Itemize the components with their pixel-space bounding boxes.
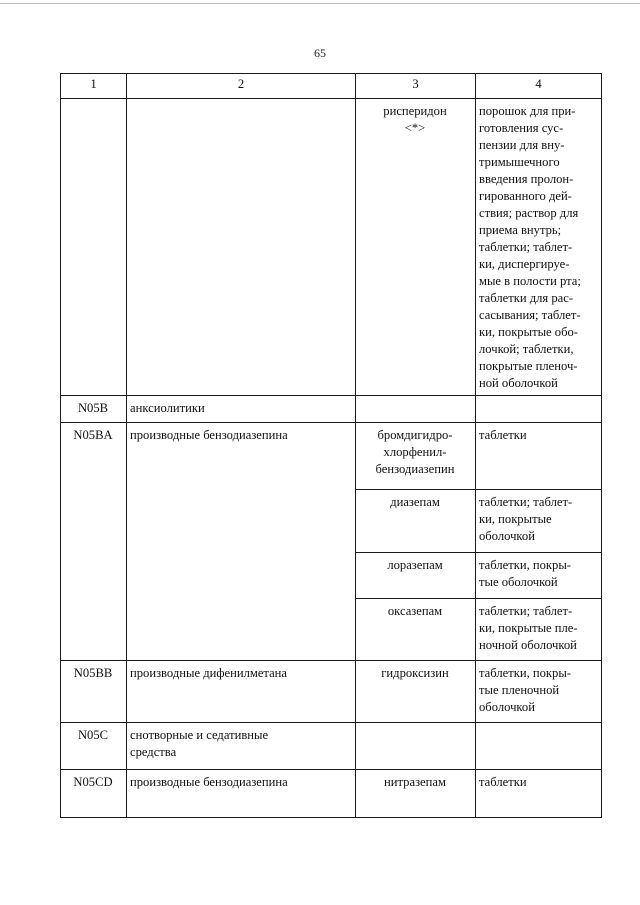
drug-name-cell: нитразепам bbox=[356, 770, 476, 818]
group-name-cell: снотворные и седативные средства bbox=[127, 723, 356, 770]
table-row bbox=[61, 661, 602, 723]
dosage-form-cell bbox=[476, 396, 602, 423]
drug-name-cell: оксазепам bbox=[356, 599, 476, 661]
column-header-2: 2 bbox=[127, 74, 356, 99]
dosage-form-cell: таблетки, покры- тые пленочной оболочкой bbox=[476, 661, 602, 723]
group-name-cell: производные бензодиазепина bbox=[127, 770, 356, 818]
dosage-form-cell bbox=[476, 723, 602, 770]
atc-code-cell: N05BB bbox=[61, 661, 127, 723]
atc-code-cell: N05BA bbox=[61, 423, 127, 661]
group-name-cell: производные бензодиазепина bbox=[127, 423, 356, 661]
top-edge-line bbox=[0, 3, 640, 4]
dosage-form-cell: порошок для при- готовления сус- пензии для вну- тримышечного введения пролон- гированного дей- ствия; раствор для приема внутрь; таблетки; таблет- ки, диспергируе- мые в полости рта; таблетки для рас- сасывания; таблет- ки, покрытые обо- лочкой; таблетки, покрытые пленоч- ной оболочкой bbox=[476, 99, 602, 396]
table-header-row bbox=[61, 74, 602, 99]
dosage-form-cell: таблетки; таблет- ки, покрытые пле- ночной оболочкой bbox=[476, 599, 602, 661]
drug-name-cell bbox=[356, 723, 476, 770]
dosage-form-cell: таблетки; таблет- ки, покрытые оболочкой bbox=[476, 490, 602, 553]
dosage-form-cell: таблетки bbox=[476, 770, 602, 818]
table-row bbox=[61, 99, 602, 396]
group-name-cell bbox=[127, 99, 356, 396]
group-name-cell: анксиолитики bbox=[127, 396, 356, 423]
atc-code-cell: N05B bbox=[61, 396, 127, 423]
dosage-form-cell: таблетки bbox=[476, 423, 602, 490]
page-number: 65 bbox=[314, 46, 326, 60]
dosage-form-cell: таблетки, покры- тые оболочкой bbox=[476, 553, 602, 599]
table-row bbox=[61, 770, 602, 818]
drug-name-cell bbox=[356, 396, 476, 423]
column-header-3: 3 bbox=[356, 74, 476, 99]
table-row bbox=[61, 396, 602, 423]
drug-name-cell: бромдигидро- хлорфенил- бензодиазепин bbox=[356, 423, 476, 490]
atc-code-cell bbox=[61, 99, 127, 396]
table-row bbox=[61, 423, 602, 490]
drug-table bbox=[60, 73, 602, 818]
drug-name-cell: гидроксизин bbox=[356, 661, 476, 723]
drug-name-cell: диазепам bbox=[356, 490, 476, 553]
atc-code-cell: N05CD bbox=[61, 770, 127, 818]
table-row bbox=[61, 723, 602, 770]
column-header-4: 4 bbox=[476, 74, 602, 99]
group-name-cell: производные дифенилметана bbox=[127, 661, 356, 723]
drug-name-cell: рисперидон <*> bbox=[356, 99, 476, 396]
drug-name-cell: лоразепам bbox=[356, 553, 476, 599]
atc-code-cell: N05C bbox=[61, 723, 127, 770]
column-header-1: 1 bbox=[61, 74, 127, 99]
